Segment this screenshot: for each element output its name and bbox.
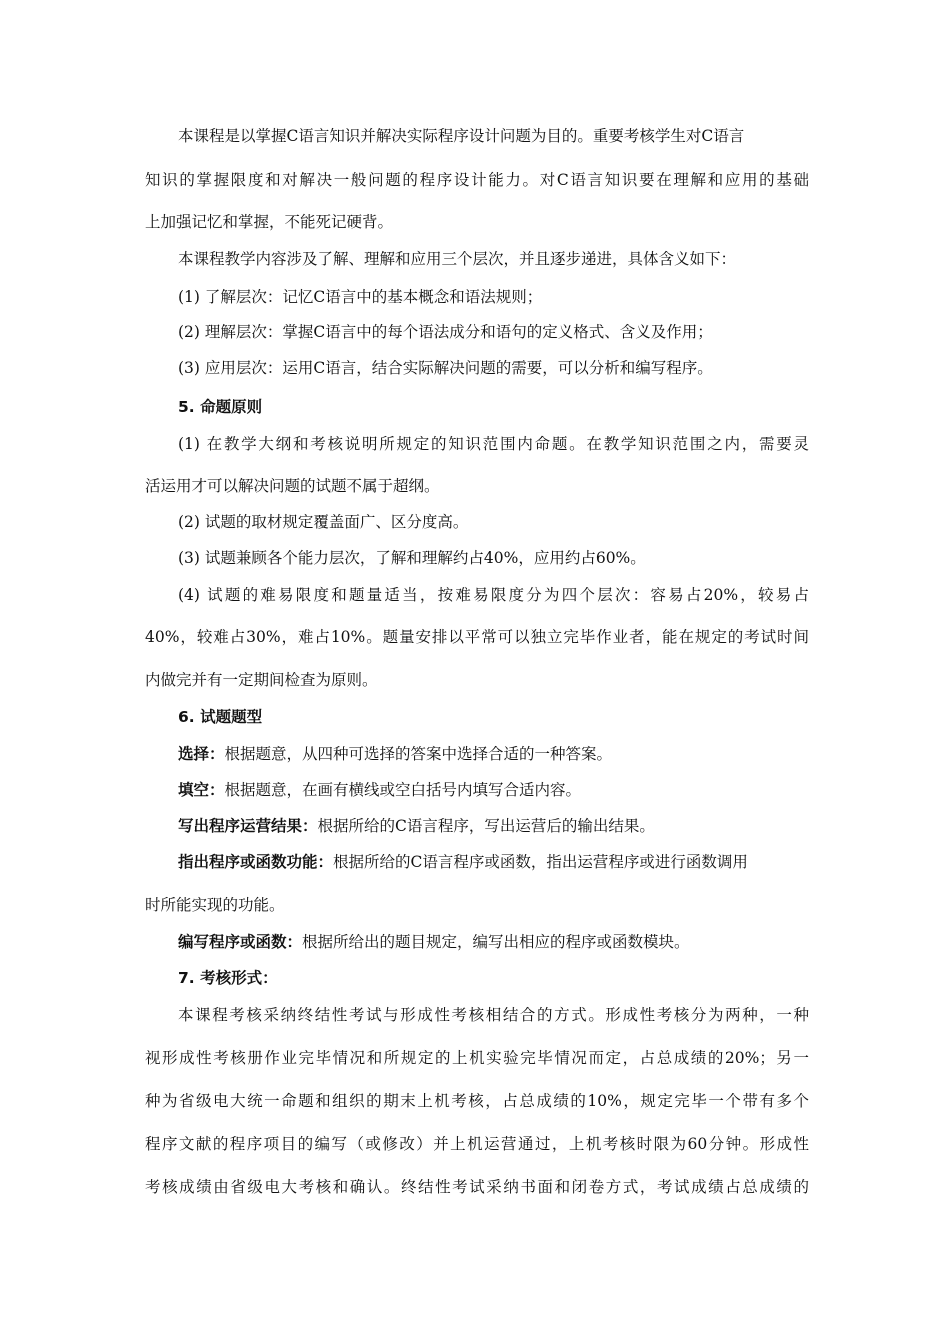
paragraph-line: 上加强记忆和掌握，不能死记硬背。 xyxy=(145,213,394,231)
list-item: (2) 试题的取材规定覆盖面广、区分度高。 xyxy=(178,513,469,531)
paragraph-line: 程序文献的程序项目的编写（或修改）并上机运营通过，上机考核时限为60分钟。形成性 xyxy=(145,1135,809,1153)
term-label: 选择： xyxy=(178,745,225,763)
term-label: 编写程序或函数： xyxy=(178,933,303,951)
paragraph-line: 本课程教学内容涉及了解、理解和应用三个层次，并且逐步递进，具体含义如下： xyxy=(178,250,737,268)
paragraph-line: 本课程考核采纳终结性考试与形成性考核相结合的方式。形成性考核分为两种，一种 xyxy=(178,1006,809,1024)
list-item: (1) 了解层次：记忆C语言中的基本概念和语法规则； xyxy=(178,288,543,306)
term-text: 根据题意，在画有横线或空白括号内填写合适内容。 xyxy=(224,781,582,799)
paragraph-line: 考核成绩由省级电大考核和确认。终结性考试采纳书面和闭卷方式，考试成绩占总成绩的 xyxy=(145,1178,809,1196)
paragraph-line: 知识的掌握限度和对解决一般问题的程序设计能力。对C语言知识要在理解和应用的基础 xyxy=(145,171,809,189)
list-item: (2) 理解层次：掌握C语言中的每个语法成分和语句的定义格式、含义及作用； xyxy=(178,323,713,341)
section-heading: 6. 试题题型 xyxy=(178,708,263,726)
paragraph-line: 本课程是以掌握C语言知识并解决实际程序设计问题为目的。重要考核学生对C语言 xyxy=(178,127,745,145)
paragraph-line: 种为省级电大统一命题和组织的期末上机考核，占总成绩的10%，规定完毕一个带有多个 xyxy=(145,1092,809,1110)
term-text: 根据所给的C语言程序或函数，指出运营程序或进行函数调用 xyxy=(333,853,748,871)
term-label: 写出程序运营结果： xyxy=(178,817,318,835)
list-item: (3) 应用层次：运用C语言，结合实际解决问题的需要，可以分析和编写程序。 xyxy=(178,359,713,377)
paragraph-line: 时所能实现的功能。 xyxy=(145,896,285,914)
paragraph-line: 活运用才可以解决问题的试题不属于超纲。 xyxy=(145,477,440,495)
question-type-fill xyxy=(178,779,809,801)
question-type-write xyxy=(178,931,809,953)
term-text: 根据所给出的题目规定，编写出相应的程序或函数模块。 xyxy=(302,933,690,951)
paragraph-line: 40%，较难占30%，难占10%。题量安排以平常可以独立完毕作业者，能在规定的考试时间 xyxy=(145,628,809,646)
question-type-function xyxy=(178,851,809,873)
section-heading: 7. 考核形式： xyxy=(178,969,278,987)
list-item: (4) 试题的难易限度和题量适当，按难易限度分为四个层次：容易占20%，较易占 xyxy=(178,586,809,604)
question-type-choice xyxy=(178,743,809,765)
paragraph-line: 内做完并有一定期间检查为原则。 xyxy=(145,671,378,689)
term-label: 填空： xyxy=(178,781,225,799)
section-heading: 5. 命题原则 xyxy=(178,398,263,416)
list-item: (1) 在教学大纲和考核说明所规定的知识范围内命题。在教学知识范围之内，需要灵 xyxy=(178,435,809,453)
list-item: (3) 试题兼顾各个能力层次，了解和理解约占40%，应用约占60%。 xyxy=(178,549,646,567)
question-type-result xyxy=(178,815,809,837)
term-text: 根据所给的C语言程序，写出运营后的输出结果。 xyxy=(317,817,655,835)
term-text: 根据题意，从四种可选择的答案中选择合适的一种答案。 xyxy=(224,745,613,763)
term-label: 指出程序或函数功能： xyxy=(178,853,334,871)
paragraph-line: 视形成性考核册作业完毕情况和所规定的上机实验完毕情况而定，占总成绩的20%；另一 xyxy=(145,1049,809,1067)
